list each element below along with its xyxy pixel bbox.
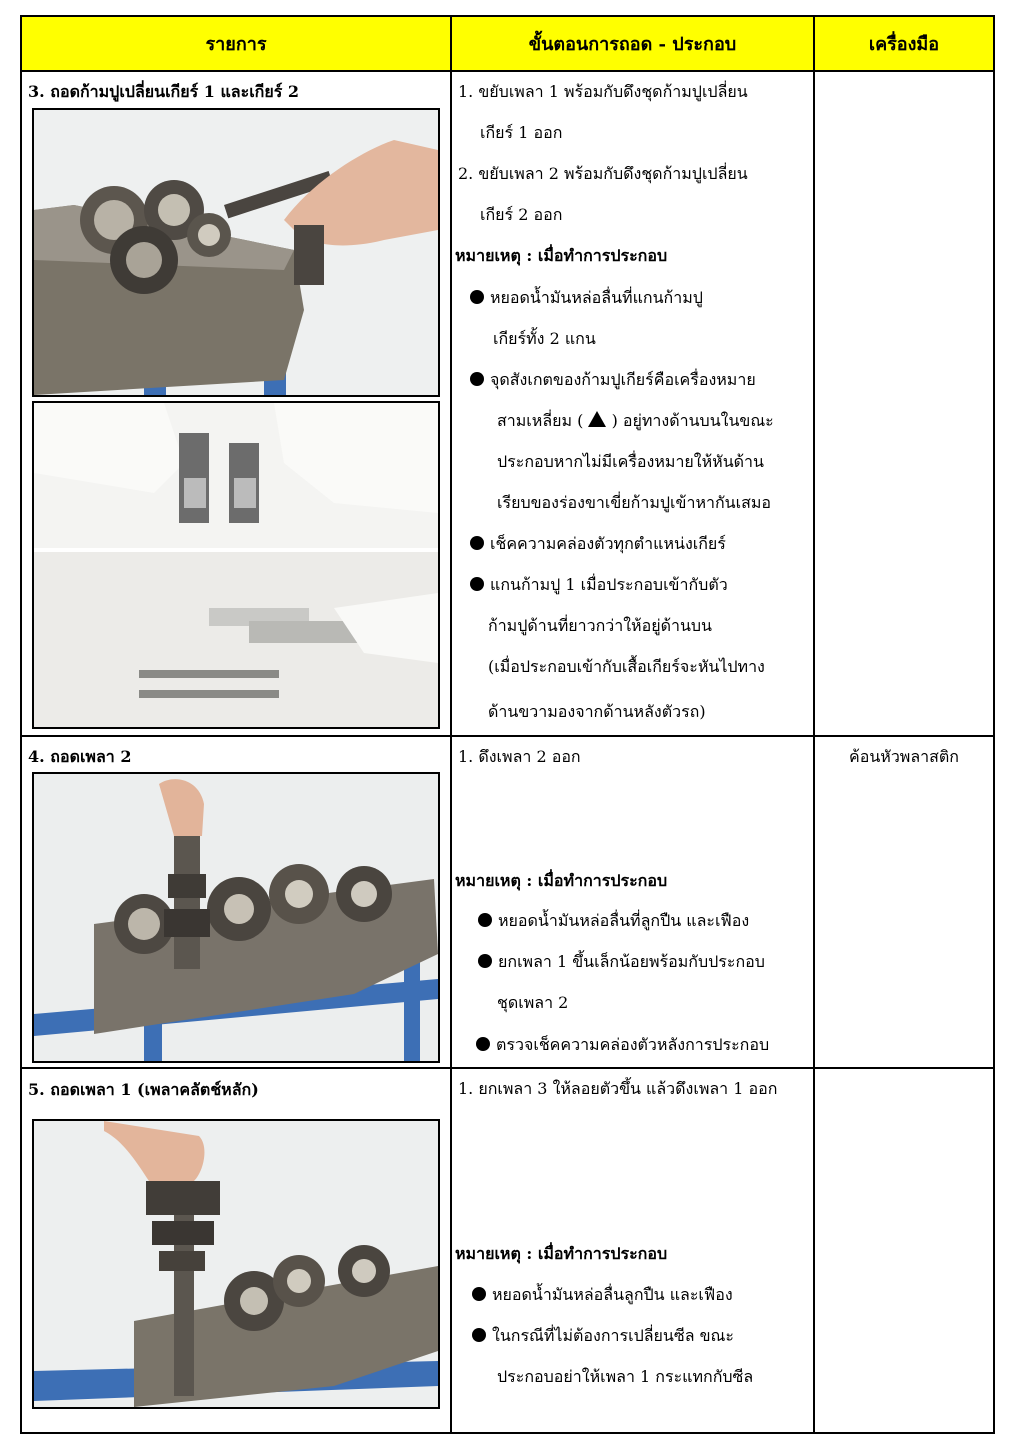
row3-note1-text: หยอดน้ำมันหล่อลื่นที่แกนก้ามปู	[490, 288, 703, 307]
row3-note4-line2: ก้ามปูด้านที่ยาวกว่าให้อยู่ด้านบน	[488, 616, 712, 635]
bullet-icon	[472, 1287, 486, 1301]
row3-note2-line4: เรียบของร่องขาเขี่ยก้ามปูเข้าหากันเสมอ	[497, 493, 771, 512]
row4-note1	[478, 911, 749, 931]
table-border-left	[20, 15, 22, 1434]
row4-note3-text: ตรวจเช็คความคล่องตัวหลังการประกอบ	[496, 1035, 770, 1054]
row4-note2-text: ยกเพลา 1 ขึ้นเล็กน้อยพร้อมกับประกอบ	[498, 952, 765, 971]
row3-step1-line2: เกียร์ 1 ออก	[480, 123, 563, 142]
bullet-icon	[478, 913, 492, 927]
bullet-icon	[470, 372, 484, 386]
row5-title: 5. ถอดเพลา 1 (เพลาคลัตช์หลัก)	[28, 1080, 259, 1099]
row3-step1-line1: 1. ขยับเพลา 1 พร้อมกับดึงชุดก้ามปูเปลี่ยน	[458, 82, 748, 101]
row5-note-heading: หมายเหตุ : เมื่อทำการประกอบ	[455, 1244, 668, 1263]
row3-note-heading: หมายเหตุ : เมื่อทำการประกอบ	[455, 246, 668, 265]
row4-note3	[476, 1035, 769, 1055]
header-divider	[20, 70, 995, 72]
row3-note1-line2: เกียร์ทั้ง 2 แกน	[493, 329, 596, 348]
row-divider-3-4	[20, 735, 995, 737]
bullet-icon	[470, 577, 484, 591]
bullet-icon	[470, 536, 484, 550]
row3-note3-text: เช็คความคล่องตัวทุกตำแหน่งเกียร์	[490, 534, 726, 553]
table-border-bottom	[20, 1432, 995, 1434]
row3-photo-gearbox-fork-removal	[32, 108, 440, 397]
bullet-icon	[476, 1037, 490, 1051]
row3-note2-line1	[470, 370, 756, 390]
row4-note-heading: หมายเหตุ : เมื่อทำการประกอบ	[455, 871, 668, 890]
row3-note3	[470, 534, 726, 554]
table-border-top	[20, 15, 995, 17]
row4-note1-text: หยอดน้ำมันหล่อลื่นที่ลูกปืน และเฟือง	[498, 911, 750, 930]
row4-photo-shaft2-removal	[32, 772, 440, 1063]
row5-step1: 1. ยกเพลา 3 ให้ลอยตัวขึ้น แล้วดึงเพลา 1 ออก	[458, 1079, 778, 1098]
header-tools: เครื่องมือ	[868, 34, 940, 55]
header-steps: ขั้นตอนการถอด - ประกอบ	[528, 34, 737, 55]
triangle-icon	[588, 411, 606, 427]
bullet-icon	[470, 290, 484, 304]
row5-note2-line1	[472, 1326, 734, 1346]
row4-note2-line2: ชุดเพลา 2	[497, 993, 569, 1012]
row3-note4-line3: (เมื่อประกอบเข้ากับเสื้อเกียร์จะหันไปทาง	[488, 657, 765, 676]
row3-photo-shift-forks-and-caliper	[32, 401, 440, 729]
row3-note2-text-b: ) อยู่ทางด้านบนในขณะ	[611, 411, 774, 430]
row3-step2-line1: 2. ขยับเพลา 2 พร้อมกับดึงชุดก้ามปูเปลี่ยน	[458, 164, 748, 183]
row3-note2-line2	[497, 411, 774, 431]
row3-note4-line1	[470, 575, 728, 595]
row5-note2-text: ในกรณีที่ไม่ต้องการเปลี่ยนซีล ขณะ	[492, 1326, 734, 1345]
column-divider-1	[450, 15, 452, 1434]
bullet-icon	[478, 954, 492, 968]
row3-note1-line1	[470, 288, 703, 308]
row4-step1: 1. ดึงเพลา 2 ออก	[458, 747, 581, 766]
row3-note2-text: จุดสังเกตของก้ามปูเกียร์คือเครื่องหมาย	[490, 370, 756, 389]
column-divider-2	[813, 15, 815, 1434]
row5-photo-shaft1-removal	[32, 1119, 440, 1409]
table-border-right	[993, 15, 995, 1434]
row4-title: 4. ถอดเพลา 2	[28, 747, 132, 766]
row3-note2-text-a: สามเหลี่ยม (	[497, 411, 584, 430]
row3-step2-line2: เกียร์ 2 ออก	[480, 205, 563, 224]
bullet-icon	[472, 1328, 486, 1342]
row5-note2-line2: ประกอบอย่าให้เพลา 1 กระแทกกับซีล	[497, 1367, 754, 1386]
row5-note1	[472, 1285, 733, 1305]
row3-note4-line4: ด้านขวามองจากด้านหลังตัวรถ)	[488, 702, 706, 721]
row4-tool: ค้อนหัวพลาสติก	[849, 747, 959, 766]
header-item: รายการ	[205, 34, 267, 55]
row3-title: 3. ถอดก้ามปูเปลี่ยนเกียร์ 1 และเกียร์ 2	[28, 82, 300, 101]
row4-note2-line1	[478, 952, 765, 972]
row5-note1-text: หยอดน้ำมันหล่อลื่นลูกปืน และเฟือง	[492, 1285, 733, 1304]
row-divider-4-5	[20, 1067, 995, 1069]
row3-note4-text: แกนก้ามปู 1 เมื่อประกอบเข้ากับตัว	[490, 575, 728, 594]
row3-note2-line3: ประกอบหากไม่มีเครื่องหมายให้หันด้าน	[497, 452, 764, 471]
